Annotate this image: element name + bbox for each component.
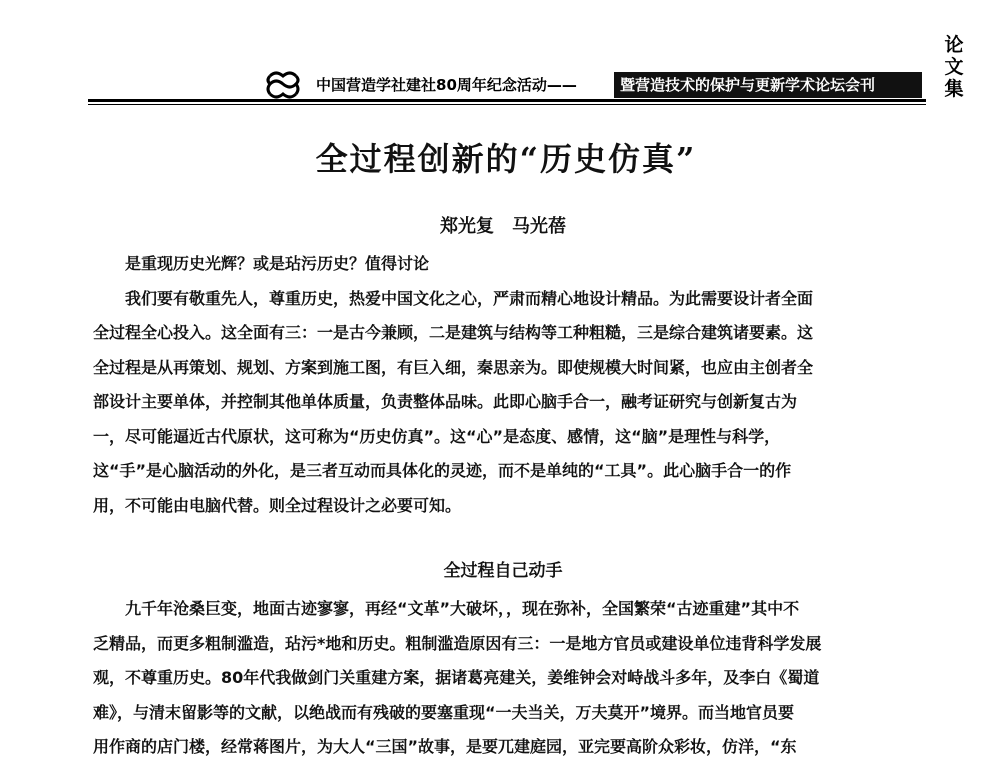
article-title: 全过程创新的“历史仿真” <box>315 140 697 178</box>
paragraph-line: 这“手”是心脑活动的外化，是三者互动而具体化的灵迹，而不是单纯的“工具”。此心脑手合一的作 <box>93 461 792 480</box>
header-rule-thin <box>88 104 926 105</box>
paragraph-line: 用作商的店门楼，经常蒋图片，为大人“三国”故事，是要兀建庭园，亚完要高阶众彩妆，仿洋，“东 <box>93 737 797 756</box>
header-rule <box>88 99 926 102</box>
header-banner: 暨营造技术的保护与更新学术论坛会刊 <box>614 72 922 98</box>
paragraph-line: 一，尽可能逼近古代原状，这可称为“历史仿真”。这“心”是态度、感情，这“脑”是理性与科学， <box>93 426 781 446</box>
paragraph-line: 全过程全心投入。这全面有三：一是古今兼顾，二是建筑与结构等工种粗糙，三是综合建筑诸要素。这 <box>93 323 814 342</box>
knot-ornament-icon <box>266 70 300 100</box>
side-tag-char: 论 <box>944 34 964 56</box>
section2-body <box>93 592 913 765</box>
section1-body <box>93 247 913 523</box>
paragraph-line: 难》，与清末留影等的文献，以绝战而有残破的要塞重现“一夫当关，万夫莫开”境界。而当地官员要 <box>93 702 795 722</box>
paragraph-line: 我们要有敬重先人，尊重历史，热爱中国文化之心，严肃而精心地设计精品。为此需要设计者全面 <box>125 288 814 308</box>
paragraph-line: 用，不可能由电脑代替。则全过程设计之必要可知。 <box>93 495 462 515</box>
paragraph-line: 全过程是从再策划、规划、方案到施工图，有巨入细，秦思亲为。即使规模大时间紧，也应由主创者全 <box>93 357 814 377</box>
section2-heading: 全过程自己动手 <box>443 561 563 581</box>
article-authors: 郑光复 马光蓓 <box>440 216 566 237</box>
side-tag-collection <box>934 34 974 100</box>
side-tag-char: 集 <box>944 78 964 100</box>
section1-lead: 是重现历史光辉？或是玷污历史？值得讨论 <box>125 254 430 273</box>
side-tag-char: 文 <box>944 56 964 78</box>
header-event-text: 中国营造学社建社80周年纪念活动—— <box>316 76 577 94</box>
paragraph-line: 乏精品，而更多粗制滥造，玷污*地和历史。粗制滥造原因有三：一是地方官员或建设单位违背科学发展 <box>93 633 822 653</box>
paragraph-line: 观，不尊重历史。80年代我做剑门关重建方案，据诸葛亮建关，姜维钟会对峙战斗多年，及李白《蜀道 <box>93 668 820 687</box>
paragraph-line: 九千年沧桑巨变，地面古迹寥寥，再经“文革”大破坏，，现在弥补，全国繁荣“古迹重建”其中不 <box>125 599 800 618</box>
paragraph-line: 部设计主要单体，并控制其他单体质量，负责整体品味。此即心脑手合一，融考证研究与创新复古为 <box>93 392 798 411</box>
